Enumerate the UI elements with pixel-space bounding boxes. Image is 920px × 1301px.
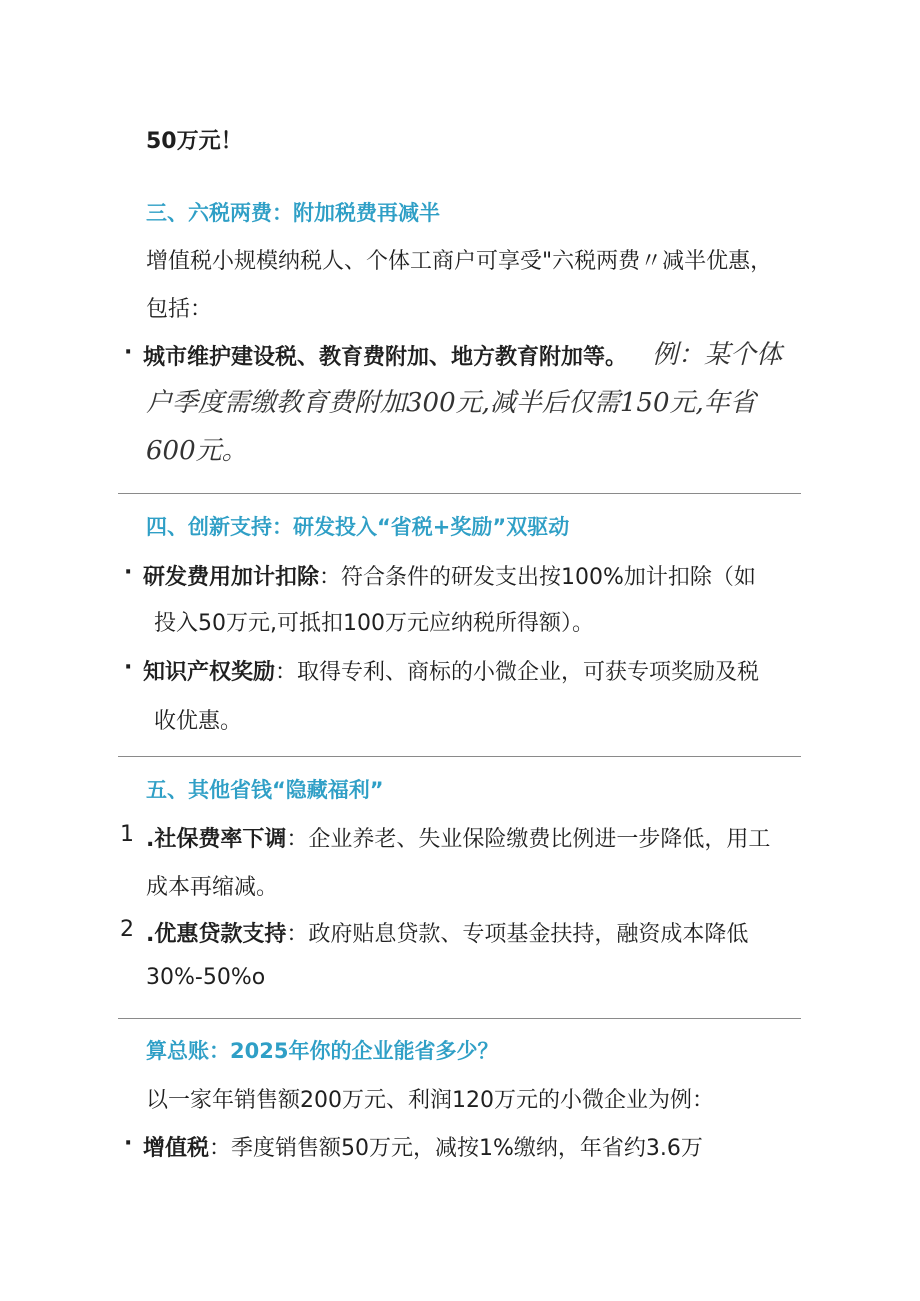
section5-item2-line1: [146, 917, 748, 948]
section4-item1-bold: 研发费用加计扣除: [143, 565, 320, 590]
section4-item2-text: ：取得专利、商标的小微企业，可获专项奖励及税: [275, 660, 760, 685]
section5-item1-line1: [146, 822, 770, 853]
section3-paragraph-line1: 增值税小规模纳税人、个体工商户可享受"六税两费〃减半优惠，: [146, 249, 773, 274]
intro-tail: 50万元！: [146, 129, 243, 154]
summary-item-text: ：季度销售额50万元，减按1%缴纳，年省约3.6万: [209, 1136, 703, 1161]
section-divider: [118, 756, 801, 757]
section4-item1-text: ：符合条件的研发支出按100%加计扣除（如: [319, 565, 756, 590]
section5-item2-bold: .优惠贷款支持: [146, 922, 287, 947]
section4-item2-line2: 收优惠。: [154, 709, 243, 734]
section3-item-bold: 城市维护建设税、教育费附加、地方教育附加等。: [143, 345, 628, 370]
section3-heading: 三、六税两费：附加税费再减半: [146, 201, 440, 225]
summary-paragraph: 以一家年销售额200万元、利润120万元的小微企业为例：: [146, 1088, 714, 1113]
section4-heading: 四、创新支持：研发投入“省税+奖励”双驱动: [146, 515, 570, 539]
section5-item1-text: ：企业养老、失业保险缴费比例进一步降低，用工: [286, 827, 771, 852]
section-divider: [118, 493, 801, 494]
section-divider: [118, 1018, 801, 1019]
section5-item1-number: 1: [120, 822, 134, 847]
section3-paragraph-line2: 包括：: [146, 297, 213, 322]
section5-item2-number: 2: [120, 917, 134, 942]
section5-item2-text: ：政府贴息贷款、专项基金扶持，融资成本降低: [286, 922, 749, 947]
bullet-marker: ·: [124, 655, 133, 680]
section3-example-line2: 户季度需缴教育费附加300元,减半后仅需150元,年省: [146, 388, 756, 418]
bullet-marker: ·: [124, 1131, 133, 1156]
section5-item1-bold: .社保费率下调: [146, 827, 287, 852]
summary-item-bold: 增值税: [143, 1136, 210, 1161]
section3-example-line1: 例：某个体: [652, 340, 783, 370]
section4-item1-line2: 投入50万元,可抵扣100万元应纳税所得额）。: [154, 611, 594, 636]
section3-example-line3: 600元。: [146, 436, 248, 466]
section5-item1-line2: 成本再缩减。: [146, 875, 279, 900]
section5-heading: 五、其他省钱“隐藏福利”: [146, 778, 384, 802]
bullet-marker: ·: [124, 560, 133, 585]
section5-item2-line2: 30%-50%o: [146, 965, 266, 990]
section4-item2-line1: [143, 655, 759, 686]
bullet-marker: ·: [124, 340, 133, 365]
section4-item2-bold: 知识产权奖励: [143, 660, 276, 685]
section4-item1-line1: [143, 560, 756, 591]
summary-heading: 算总账：2025年你的企业能省多少？: [146, 1039, 499, 1063]
summary-item-line: [143, 1131, 703, 1162]
